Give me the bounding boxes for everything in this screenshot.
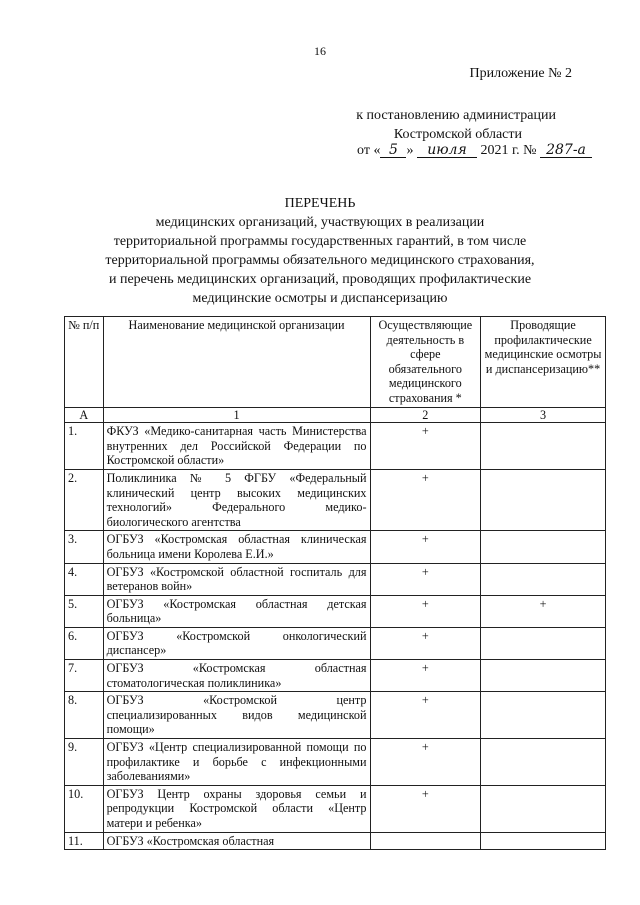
table-row bbox=[65, 660, 606, 692]
table-row bbox=[65, 739, 606, 786]
table-row bbox=[65, 692, 606, 739]
index-cell: А bbox=[65, 407, 104, 423]
prof-mark bbox=[481, 832, 606, 850]
table-index-row bbox=[65, 407, 606, 423]
row-number: 3. bbox=[65, 531, 104, 563]
prof-mark bbox=[481, 660, 606, 692]
organization-name: ОГБУЗ Центр охраны здоровья семьи и репродукции Костромской области «Центр матери и ребенка» bbox=[103, 785, 370, 832]
row-number: 8. bbox=[65, 692, 104, 739]
oms-mark: + bbox=[370, 627, 481, 659]
organization-name: ФКУЗ «Медико-санитарная часть Министерства внутренних дел Российской Федерации по Костромской области» bbox=[103, 423, 370, 470]
decree-number: 287-а bbox=[540, 143, 592, 158]
row-number: 5. bbox=[65, 595, 104, 627]
prof-mark bbox=[481, 739, 606, 786]
organization-name: ОГБУЗ «Костромская областная клиническая больница имени Королева Е.И.» bbox=[103, 531, 370, 563]
oms-mark: + bbox=[370, 692, 481, 739]
document-title: ПЕРЕЧЕНЬ bbox=[284, 196, 356, 211]
prof-mark: + bbox=[481, 595, 606, 627]
date-month: июля bbox=[417, 143, 477, 158]
row-number: 6. bbox=[65, 627, 104, 659]
oms-mark: + bbox=[370, 563, 481, 595]
row-number: 4. bbox=[65, 563, 104, 595]
organization-name: ОГБУЗ «Костромской центр специализированных видов медицинской помощи» bbox=[103, 692, 370, 739]
table-row bbox=[65, 785, 606, 832]
index-cell: 1 bbox=[103, 407, 370, 423]
table-row bbox=[65, 595, 606, 627]
prof-mark bbox=[481, 785, 606, 832]
oms-mark: + bbox=[370, 469, 481, 530]
date-prefix: от « bbox=[357, 143, 381, 158]
header-oms: Осуществляющие деятельность в сфере обязательного медицинского страхования * bbox=[370, 317, 481, 408]
organization-name: Поликлиника № 5 ФГБУ «Федеральный клинический центр высоких медицинских технологий» Федерального медико-биологического агентства bbox=[103, 469, 370, 530]
document-subtitle bbox=[0, 213, 640, 308]
organization-name: ОГБУЗ «Костромская областная bbox=[103, 832, 370, 850]
oms-mark: + bbox=[370, 660, 481, 692]
row-number: 1. bbox=[65, 423, 104, 470]
prof-mark bbox=[481, 531, 606, 563]
oms-mark bbox=[370, 832, 481, 850]
oms-mark: + bbox=[370, 423, 481, 470]
header-prof: Проводящие профилактические медицинские осмотры и диспансеризацию** bbox=[481, 317, 606, 408]
date-year: 2021 г. № bbox=[480, 143, 537, 158]
prof-mark bbox=[481, 563, 606, 595]
organization-name: ОГБУЗ «Костромской онкологический диспансер» bbox=[103, 627, 370, 659]
subtitle-line: медицинские осмотры и диспансеризацию bbox=[192, 291, 448, 306]
prof-mark bbox=[481, 692, 606, 739]
oms-mark: + bbox=[370, 739, 481, 786]
decree-date bbox=[357, 143, 592, 159]
organization-name: ОГБУЗ «Костромской областной госпиталь для ветеранов войн» bbox=[103, 563, 370, 595]
table-row bbox=[65, 563, 606, 595]
date-day: 5 bbox=[380, 143, 406, 158]
header-number: № п/п bbox=[65, 317, 104, 408]
subtitle-line: медицинских организаций, участвующих в реализации bbox=[155, 215, 485, 230]
region-name: Костромской области bbox=[393, 127, 522, 142]
table-header-row bbox=[65, 317, 606, 408]
row-number: 2. bbox=[65, 469, 104, 530]
prof-mark bbox=[481, 627, 606, 659]
organization-name: ОГБУЗ «Костромская областная стоматологическая поликлиника» bbox=[103, 660, 370, 692]
subtitle-line: территориальной программы обязательного медицинского страхования, bbox=[105, 253, 535, 268]
prof-mark bbox=[481, 469, 606, 530]
table-row bbox=[65, 627, 606, 659]
row-number: 11. bbox=[65, 832, 104, 850]
appendix-label: Приложение № 2 bbox=[469, 66, 572, 81]
table-row bbox=[65, 832, 606, 850]
subtitle-line: территориальной программы государственных гарантий, в том числе bbox=[113, 234, 527, 249]
page-number: 16 bbox=[314, 44, 326, 58]
row-number: 7. bbox=[65, 660, 104, 692]
oms-mark: + bbox=[370, 531, 481, 563]
header-name: Наименование медицинской организации bbox=[103, 317, 370, 408]
oms-mark: + bbox=[370, 595, 481, 627]
decree-reference: к постановлению администрации bbox=[356, 108, 556, 123]
row-number: 10. bbox=[65, 785, 104, 832]
index-cell: 2 bbox=[370, 407, 481, 423]
date-mid: » bbox=[406, 143, 414, 158]
row-number: 9. bbox=[65, 739, 104, 786]
table-row bbox=[65, 469, 606, 530]
table-row bbox=[65, 531, 606, 563]
oms-mark: + bbox=[370, 785, 481, 832]
organizations-table bbox=[64, 316, 606, 850]
table-row bbox=[65, 423, 606, 470]
index-cell: 3 bbox=[481, 407, 606, 423]
organization-name: ОГБУЗ «Центр специализированной помощи по профилактике и борьбе с инфекционными заболеваниями» bbox=[103, 739, 370, 786]
prof-mark bbox=[481, 423, 606, 470]
organization-name: ОГБУЗ «Костромская областная детская больница» bbox=[103, 595, 370, 627]
subtitle-line: и перечень медицинских организаций, проводящих профилактические bbox=[108, 272, 532, 287]
